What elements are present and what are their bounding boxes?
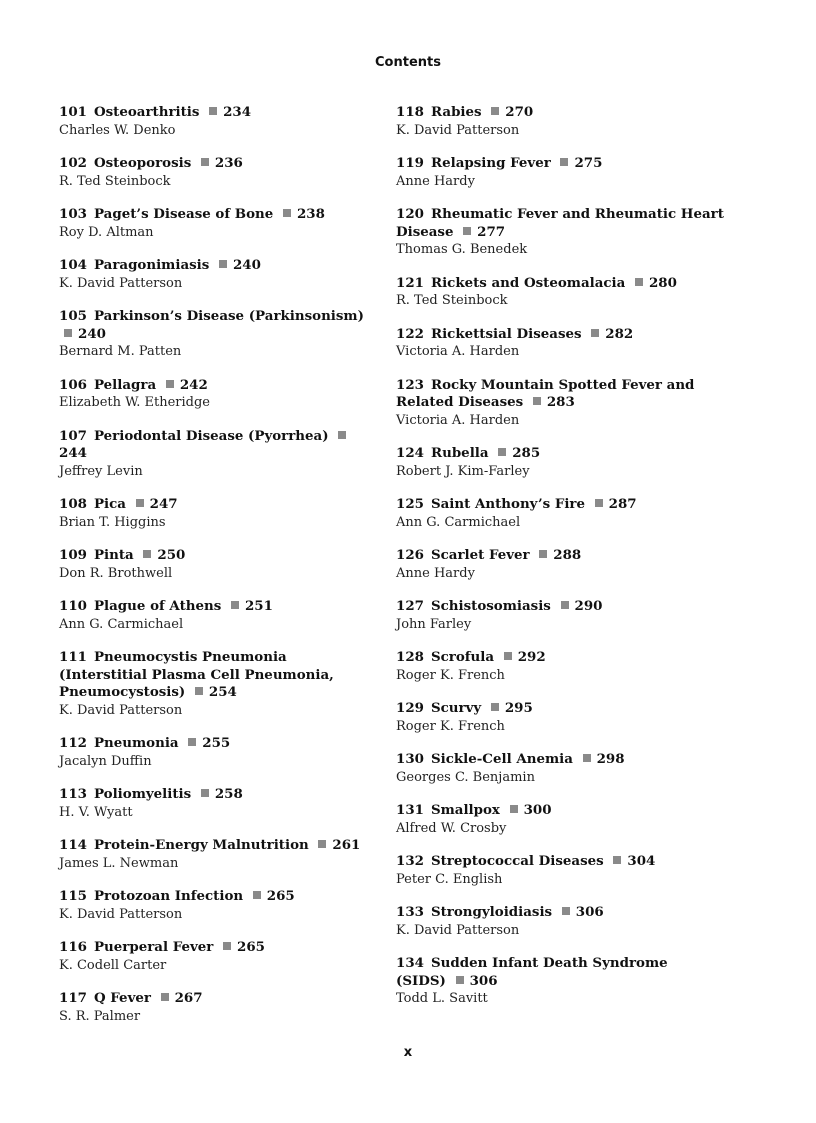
toc-entry: [59, 104, 374, 139]
chapter-title: Rickettsial Diseases: [430, 325, 582, 342]
square-bullet-icon: [595, 499, 603, 507]
toc-entry: [59, 155, 374, 190]
chapter-title: Schistosomiasis: [430, 598, 551, 614]
chapter-page-number: 254: [208, 684, 237, 700]
square-bullet-icon: [318, 840, 326, 848]
chapter-author: Elizabeth W. Etheridge: [59, 395, 210, 410]
chapter-title: Parkinson’s Disease (Parkinsonism): [93, 308, 364, 324]
chapter-author: K. David Patterson: [59, 275, 183, 291]
chapter-number: 112: [59, 735, 87, 751]
toc-entry-heading: [396, 104, 726, 122]
chapter-number: 124: [396, 445, 424, 461]
toc-entry-heading: [396, 751, 726, 769]
toc-entry: [396, 206, 726, 259]
toc-entry-heading: [396, 955, 726, 990]
chapter-number: 127: [396, 598, 424, 614]
chapter-author: Robert J. Kim-Farley: [396, 463, 530, 479]
chapter-author: Thomas G. Benedek: [396, 242, 528, 257]
toc-entry: [396, 598, 726, 633]
chapter-page-number: 283: [546, 394, 575, 410]
toc-entry-heading: [396, 700, 726, 718]
chapter-page-number: 290: [574, 598, 603, 614]
chapter-page-number: 277: [477, 223, 506, 240]
square-bullet-icon: [223, 942, 231, 950]
square-bullet-icon: [463, 227, 471, 235]
chapter-title: Strongyloidiasis: [430, 904, 553, 920]
chapter-author: K. David Patterson: [396, 922, 520, 938]
toc-entry: [396, 955, 726, 1008]
toc-entry: [396, 547, 726, 582]
chapter-author: K. David Patterson: [59, 702, 183, 718]
chapter-author: Don R. Brothwell: [59, 565, 173, 581]
toc-entry: [59, 649, 374, 719]
chapter-author: Bernard M. Patten: [59, 344, 182, 359]
toc-entry: [59, 735, 374, 770]
chapter-page-number: 270: [505, 104, 534, 120]
chapter-page-number: 288: [553, 547, 582, 563]
square-bullet-icon: [166, 380, 174, 388]
square-bullet-icon: [143, 550, 151, 558]
chapter-author: Victoria A. Harden: [396, 344, 520, 359]
chapter-author: Jacalyn Duffin: [59, 753, 152, 769]
toc-entry: [396, 104, 726, 139]
chapter-number: 108: [59, 496, 87, 512]
chapter-number: 107: [59, 427, 87, 444]
toc-entry-heading: [59, 837, 374, 855]
chapter-title: Periodontal Disease (Pyorrhea): [93, 427, 329, 444]
square-bullet-icon: [613, 856, 621, 864]
square-bullet-icon: [209, 107, 217, 115]
toc-entry: [396, 649, 726, 684]
square-bullet-icon: [560, 158, 568, 166]
chapter-page-number: 242: [179, 376, 208, 393]
chapter-author: Victoria A. Harden: [396, 412, 520, 428]
toc-entry-heading: [396, 547, 726, 565]
chapter-title: Sickle-Cell Anemia: [430, 751, 573, 767]
toc-entry-heading: [59, 990, 374, 1008]
toc-entry-heading: [396, 802, 726, 820]
toc-entry-heading: [59, 735, 374, 753]
toc-entry-heading: [396, 598, 726, 616]
chapter-title: Saint Anthony’s Fire: [430, 496, 585, 512]
toc-entry-heading: [59, 104, 374, 122]
chapter-page-number: 280: [648, 274, 677, 291]
square-bullet-icon: [504, 652, 512, 660]
chapter-author: K. David Patterson: [396, 122, 520, 138]
square-bullet-icon: [498, 448, 506, 456]
square-bullet-icon: [283, 209, 291, 217]
chapter-author: R. Ted Steinbock: [59, 173, 171, 189]
chapter-number: 119: [396, 155, 424, 171]
chapter-author: Brian T. Higgins: [59, 514, 166, 530]
square-bullet-icon: [491, 703, 499, 711]
chapter-title: Protein-Energy Malnutrition: [93, 837, 309, 853]
chapter-author: Ann G. Carmichael: [396, 514, 521, 530]
chapter-number: 121: [396, 274, 424, 291]
toc-entry-heading: [396, 326, 726, 344]
chapter-page-number: 304: [627, 853, 656, 869]
square-bullet-icon: [456, 976, 464, 984]
chapter-number: 109: [59, 547, 87, 563]
toc-entry: [396, 326, 726, 361]
chapter-number: 101: [59, 104, 87, 120]
square-bullet-icon: [136, 499, 144, 507]
toc-entry-heading: [396, 496, 726, 514]
chapter-page-number: 247: [149, 496, 178, 512]
chapter-title: Osteoarthritis: [93, 104, 200, 120]
toc-entry: [396, 275, 726, 310]
chapter-title: Rubella: [430, 445, 489, 461]
toc-entry-heading: [59, 206, 374, 224]
toc-entry: [59, 888, 374, 923]
chapter-title: Smallpox: [430, 802, 500, 818]
toc-entry: [396, 496, 726, 531]
square-bullet-icon: [533, 397, 541, 405]
chapter-page-number: 251: [244, 598, 273, 614]
toc-entry: [396, 155, 726, 190]
chapter-title: Pinta: [93, 547, 134, 563]
chapter-number: 102: [59, 155, 87, 171]
chapter-author: James L. Newman: [59, 855, 179, 871]
contents-column-left: [59, 104, 374, 1041]
toc-entry-heading: [396, 275, 726, 293]
toc-entry-heading: [59, 939, 374, 957]
chapter-number: 103: [59, 206, 87, 222]
toc-entry: [396, 751, 726, 786]
chapter-number: 116: [59, 939, 87, 955]
chapter-page-number: 287: [608, 496, 637, 512]
chapter-page-number: 282: [605, 325, 634, 342]
toc-entry: [59, 837, 374, 872]
chapter-title: Plague of Athens: [93, 598, 222, 614]
chapter-number: 104: [59, 257, 87, 273]
chapter-number: 126: [396, 547, 424, 563]
chapter-number: 133: [396, 904, 424, 920]
toc-entry-heading: [396, 377, 726, 412]
square-bullet-icon: [64, 329, 72, 337]
chapter-title: Rickets and Osteomalacia: [430, 274, 626, 291]
square-bullet-icon: [539, 550, 547, 558]
square-bullet-icon: [201, 789, 209, 797]
chapter-title: Rheumatic Fever and Rheumatic Heart Disease: [396, 206, 724, 240]
toc-entry-heading: [59, 888, 374, 906]
chapter-number: 117: [59, 990, 87, 1006]
page-number: x: [403, 1045, 413, 1060]
chapter-page-number: 298: [596, 751, 625, 767]
chapter-number: 118: [396, 104, 424, 120]
chapter-title: Protozoan Infection: [93, 888, 244, 904]
chapter-author: Ann G. Carmichael: [59, 616, 184, 632]
toc-entry: [59, 786, 374, 821]
toc-entry: [59, 257, 374, 292]
chapter-page-number: 275: [574, 155, 603, 171]
chapter-author: John Farley: [396, 616, 472, 632]
square-bullet-icon: [231, 601, 239, 609]
toc-entry: [59, 308, 374, 361]
chapter-page-number: 234: [223, 104, 252, 120]
toc-entry: [59, 990, 374, 1025]
chapter-title: Paragonimiasis: [93, 257, 210, 273]
square-bullet-icon: [510, 805, 518, 813]
chapter-page-number: 261: [332, 837, 361, 853]
chapter-author: H. V. Wyatt: [59, 804, 133, 820]
chapter-page-number: 236: [214, 155, 243, 171]
chapter-title: Q Fever: [93, 990, 151, 1006]
square-bullet-icon: [338, 431, 346, 439]
square-bullet-icon: [219, 260, 227, 268]
chapter-title: Rocky Mountain Spotted Fever and Related Diseases: [396, 376, 695, 410]
chapter-page-number: 238: [296, 206, 325, 222]
chapter-page-number: 265: [237, 939, 265, 955]
chapter-number: 123: [396, 376, 424, 393]
chapter-page-number: 244: [59, 445, 87, 461]
chapter-author: R. Ted Steinbock: [396, 293, 508, 308]
chapter-title: Sudden Infant Death Syndrome (SIDS): [396, 955, 668, 989]
chapter-number: 130: [396, 751, 424, 767]
chapter-title: Streptococcal Diseases: [430, 853, 604, 869]
chapter-title: Scurvy: [430, 700, 482, 716]
chapter-title: Paget’s Disease of Bone: [93, 206, 274, 222]
square-bullet-icon: [253, 891, 261, 899]
chapter-title: Pneumonia: [93, 735, 179, 751]
square-bullet-icon: [635, 278, 643, 286]
chapter-author: K. David Patterson: [59, 906, 183, 922]
chapter-title: Pneumocystis Pneumonia (Interstitial Plasma Cell Pneumonia, Pneumocystosis): [59, 649, 334, 700]
chapter-page-number: 300: [523, 802, 552, 818]
chapter-author: Anne Hardy: [396, 173, 475, 189]
toc-entry-heading: [396, 649, 726, 667]
square-bullet-icon: [562, 907, 570, 915]
toc-entry-heading: [59, 257, 374, 275]
chapter-author: K. Codell Carter: [59, 957, 167, 973]
toc-entry: [59, 428, 374, 481]
toc-entry: [396, 700, 726, 735]
chapter-page-number: 240: [78, 325, 106, 342]
chapter-page-number: 258: [214, 786, 243, 802]
toc-entry: [396, 853, 726, 888]
chapter-page-number: 292: [517, 649, 546, 665]
chapter-author: Charles W. Denko: [59, 122, 176, 138]
square-bullet-icon: [491, 107, 499, 115]
chapter-title: Rabies: [430, 104, 482, 120]
chapter-author: Roger K. French: [396, 718, 505, 734]
chapter-title: Scrofula: [430, 649, 495, 665]
chapter-author: Georges C. Benjamin: [396, 769, 535, 785]
toc-entry: [59, 939, 374, 974]
chapter-number: 128: [396, 649, 424, 665]
chapter-author: Alfred W. Crosby: [396, 820, 507, 836]
chapter-title: Scarlet Fever: [430, 547, 530, 563]
chapter-page-number: 295: [504, 700, 533, 716]
chapter-page-number: 285: [512, 445, 541, 461]
chapter-page-number: 306: [469, 972, 498, 989]
square-bullet-icon: [188, 738, 196, 746]
chapter-title: Poliomyelitis: [93, 786, 192, 802]
toc-entry: [396, 377, 726, 430]
chapter-page-number: 250: [157, 547, 186, 563]
chapter-number: 111: [59, 649, 87, 665]
toc-entry-heading: [59, 547, 374, 565]
chapter-page-number: 306: [575, 904, 604, 920]
chapter-author: Todd L. Savitt: [396, 991, 488, 1006]
toc-entry: [59, 496, 374, 531]
chapter-author: Anne Hardy: [396, 565, 475, 581]
toc-entry: [59, 206, 374, 241]
chapter-number: 125: [396, 496, 424, 512]
square-bullet-icon: [591, 329, 599, 337]
chapter-number: 120: [396, 206, 424, 222]
toc-entry: [59, 547, 374, 582]
chapter-author: S. R. Palmer: [59, 1008, 141, 1024]
toc-entry-heading: [59, 496, 374, 514]
chapter-title: Relapsing Fever: [430, 155, 551, 171]
toc-entry-heading: [396, 904, 726, 922]
chapter-number: 131: [396, 802, 424, 818]
chapter-number: 115: [59, 888, 87, 904]
chapter-page-number: 255: [202, 735, 231, 751]
chapter-number: 105: [59, 308, 87, 324]
chapter-title: Pica: [93, 496, 126, 512]
chapter-page-number: 240: [232, 257, 261, 273]
chapter-title: Osteoporosis: [93, 155, 192, 171]
toc-entry: [396, 904, 726, 939]
toc-entry-heading: [59, 155, 374, 173]
chapter-number: 134: [396, 955, 424, 971]
toc-entry-heading: [59, 428, 374, 463]
toc-entry-heading: [59, 598, 374, 616]
toc-entry-heading: [59, 649, 374, 702]
chapter-number: 113: [59, 786, 87, 802]
chapter-author: Jeffrey Levin: [59, 463, 143, 479]
toc-entry-heading: [59, 377, 374, 395]
toc-entry-heading: [396, 155, 726, 173]
chapter-page-number: 265: [266, 888, 295, 904]
chapter-number: 114: [59, 837, 87, 853]
chapter-number: 122: [396, 325, 424, 342]
toc-entry-heading: [396, 445, 726, 463]
page-title: Contents: [375, 55, 441, 70]
chapter-author: Roy D. Altman: [59, 224, 154, 240]
toc-entry: [396, 445, 726, 480]
chapter-number: 129: [396, 700, 424, 716]
toc-entry-heading: [396, 206, 726, 241]
chapter-number: 110: [59, 598, 87, 614]
square-bullet-icon: [561, 601, 569, 609]
chapter-author: Peter C. English: [396, 871, 503, 887]
square-bullet-icon: [161, 993, 169, 1001]
toc-entry: [396, 802, 726, 837]
toc-entry-heading: [59, 786, 374, 804]
contents-column-right: [396, 104, 726, 1024]
chapter-page-number: 267: [174, 990, 203, 1006]
chapter-author: Roger K. French: [396, 667, 505, 683]
chapter-title: Pellagra: [93, 376, 157, 393]
toc-entry-heading: [59, 308, 374, 343]
toc-entry-heading: [396, 853, 726, 871]
toc-entry: [59, 598, 374, 633]
square-bullet-icon: [201, 158, 209, 166]
chapter-title: Puerperal Fever: [93, 939, 214, 955]
chapter-number: 132: [396, 853, 424, 869]
square-bullet-icon: [195, 687, 203, 695]
toc-entry: [59, 377, 374, 412]
chapter-number: 106: [59, 376, 87, 393]
square-bullet-icon: [583, 754, 591, 762]
